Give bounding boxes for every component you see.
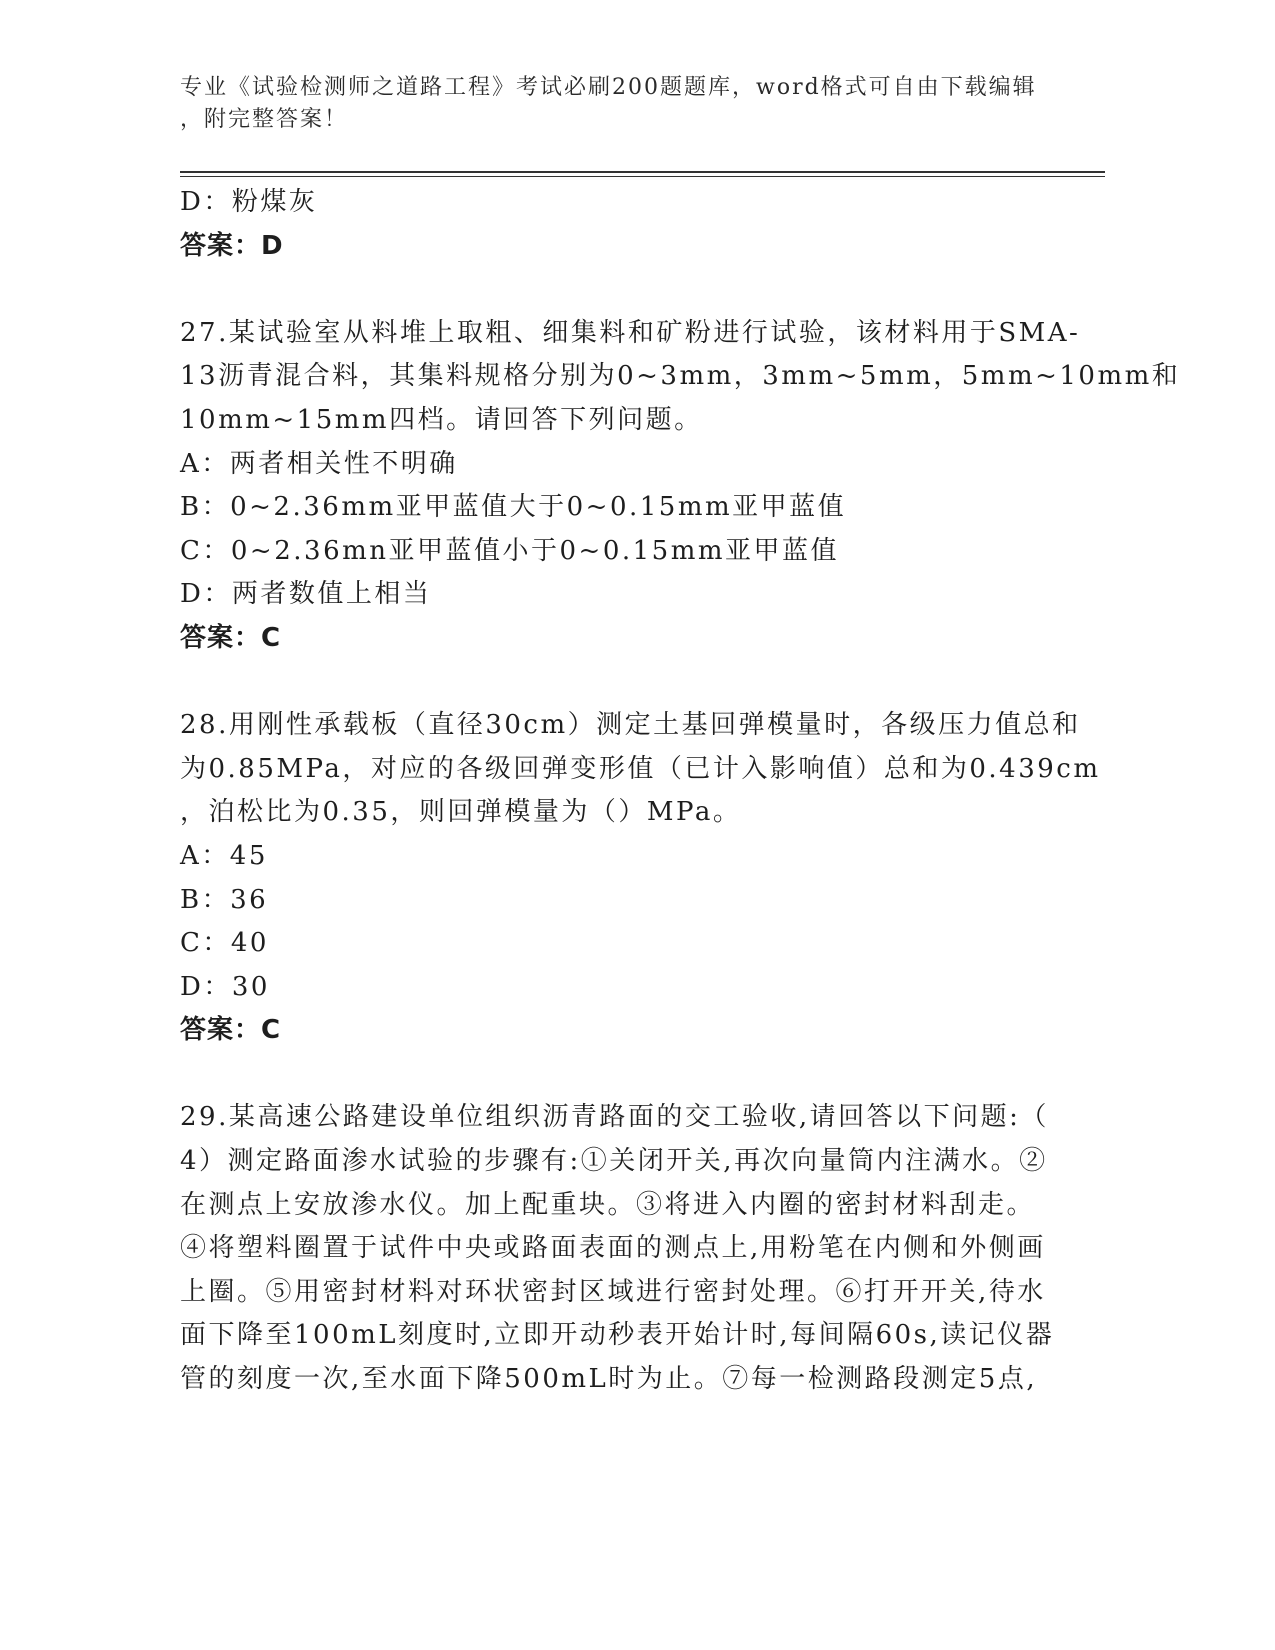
question-stem-line: 在测点上安放渗水仪。加上配重块。③将进入内圈的密封材料刮走。 bbox=[180, 1189, 1036, 1220]
question-stem-line: ④将塑料圈置于试件中央或路面表面的测点上,用粉笔在内侧和外侧画 bbox=[180, 1233, 1046, 1264]
question-stem-line: 13沥青混合料，其集料规格分别为0~3mm，3mm~5mm，5mm~10mm和 bbox=[180, 361, 1181, 392]
answer-line: 答案：C bbox=[180, 622, 282, 653]
question-stem-line: 上圈。⑤用密封材料对环状密封区域进行密封处理。⑥打开开关,待水 bbox=[180, 1276, 1046, 1307]
question-27 bbox=[180, 312, 1181, 661]
header-line: ，附完整答案！ bbox=[180, 107, 349, 132]
option-line: A：45 bbox=[180, 840, 268, 871]
question-stem-line: 为0.85MPa，对应的各级回弹变形值（已计入影响值）总和为0.439cm bbox=[180, 753, 1101, 784]
question-stem-line: ，泊松比为0.35，则回弹模量为（）MPa。 bbox=[180, 797, 742, 828]
question-stem-line: 管的刻度一次,至水面下降500mL时为止。⑦每一检测路段测定5点, bbox=[180, 1364, 1038, 1395]
option-line: D：两者数值上相当 bbox=[180, 579, 432, 610]
option-line: C：0~2.36mn亚甲蓝值小于0~0.15mm亚甲蓝值 bbox=[180, 535, 840, 566]
option-line: D：粉煤灰 bbox=[180, 187, 318, 217]
question-stem-line: 27.某试验室从料堆上取粗、细集料和矿粉进行试验，该材料用于SMA- bbox=[180, 317, 1081, 348]
previous-question-tail bbox=[180, 181, 1120, 268]
question-28 bbox=[180, 704, 1120, 1053]
document-body bbox=[180, 181, 1181, 1402]
option-line: D：30 bbox=[180, 971, 270, 1002]
header-double-rule bbox=[180, 171, 1105, 177]
answer-line: 答案：D bbox=[180, 230, 284, 261]
question-stem-line: 28.用刚性承载板（直径30cm）测定土基回弹模量时，各级压力值总和 bbox=[180, 710, 1081, 741]
option-line: B：0~2.36mm亚甲蓝值大于0~0.15mm亚甲蓝值 bbox=[180, 492, 847, 523]
answer-line: 答案：C bbox=[180, 1015, 282, 1046]
question-stem-line: 10mm~15mm四档。请回答下列问题。 bbox=[180, 404, 703, 435]
header-line: 专业《试验检测师之道路工程》考试必刷200题题库，word格式可自由下载编辑 bbox=[180, 75, 1037, 100]
question-stem-line: 4）测定路面渗水试验的步骤有:①关闭开关,再次向量筒内注满水。② bbox=[180, 1146, 1048, 1177]
option-line: A：两者相关性不明确 bbox=[180, 448, 458, 479]
option-line: C：40 bbox=[180, 928, 269, 959]
question-stem-line: 29.某高速公路建设单位组织沥青路面的交工验收,请回答以下问题:（ bbox=[180, 1102, 1049, 1133]
question-29 bbox=[180, 1096, 1120, 1401]
option-line: B：36 bbox=[180, 884, 269, 915]
question-stem-line: 面下降至100mL刻度时,立即开动秒表开始计时,每间隔60s,读记仪器 bbox=[180, 1320, 1055, 1351]
page-header bbox=[180, 72, 1080, 136]
